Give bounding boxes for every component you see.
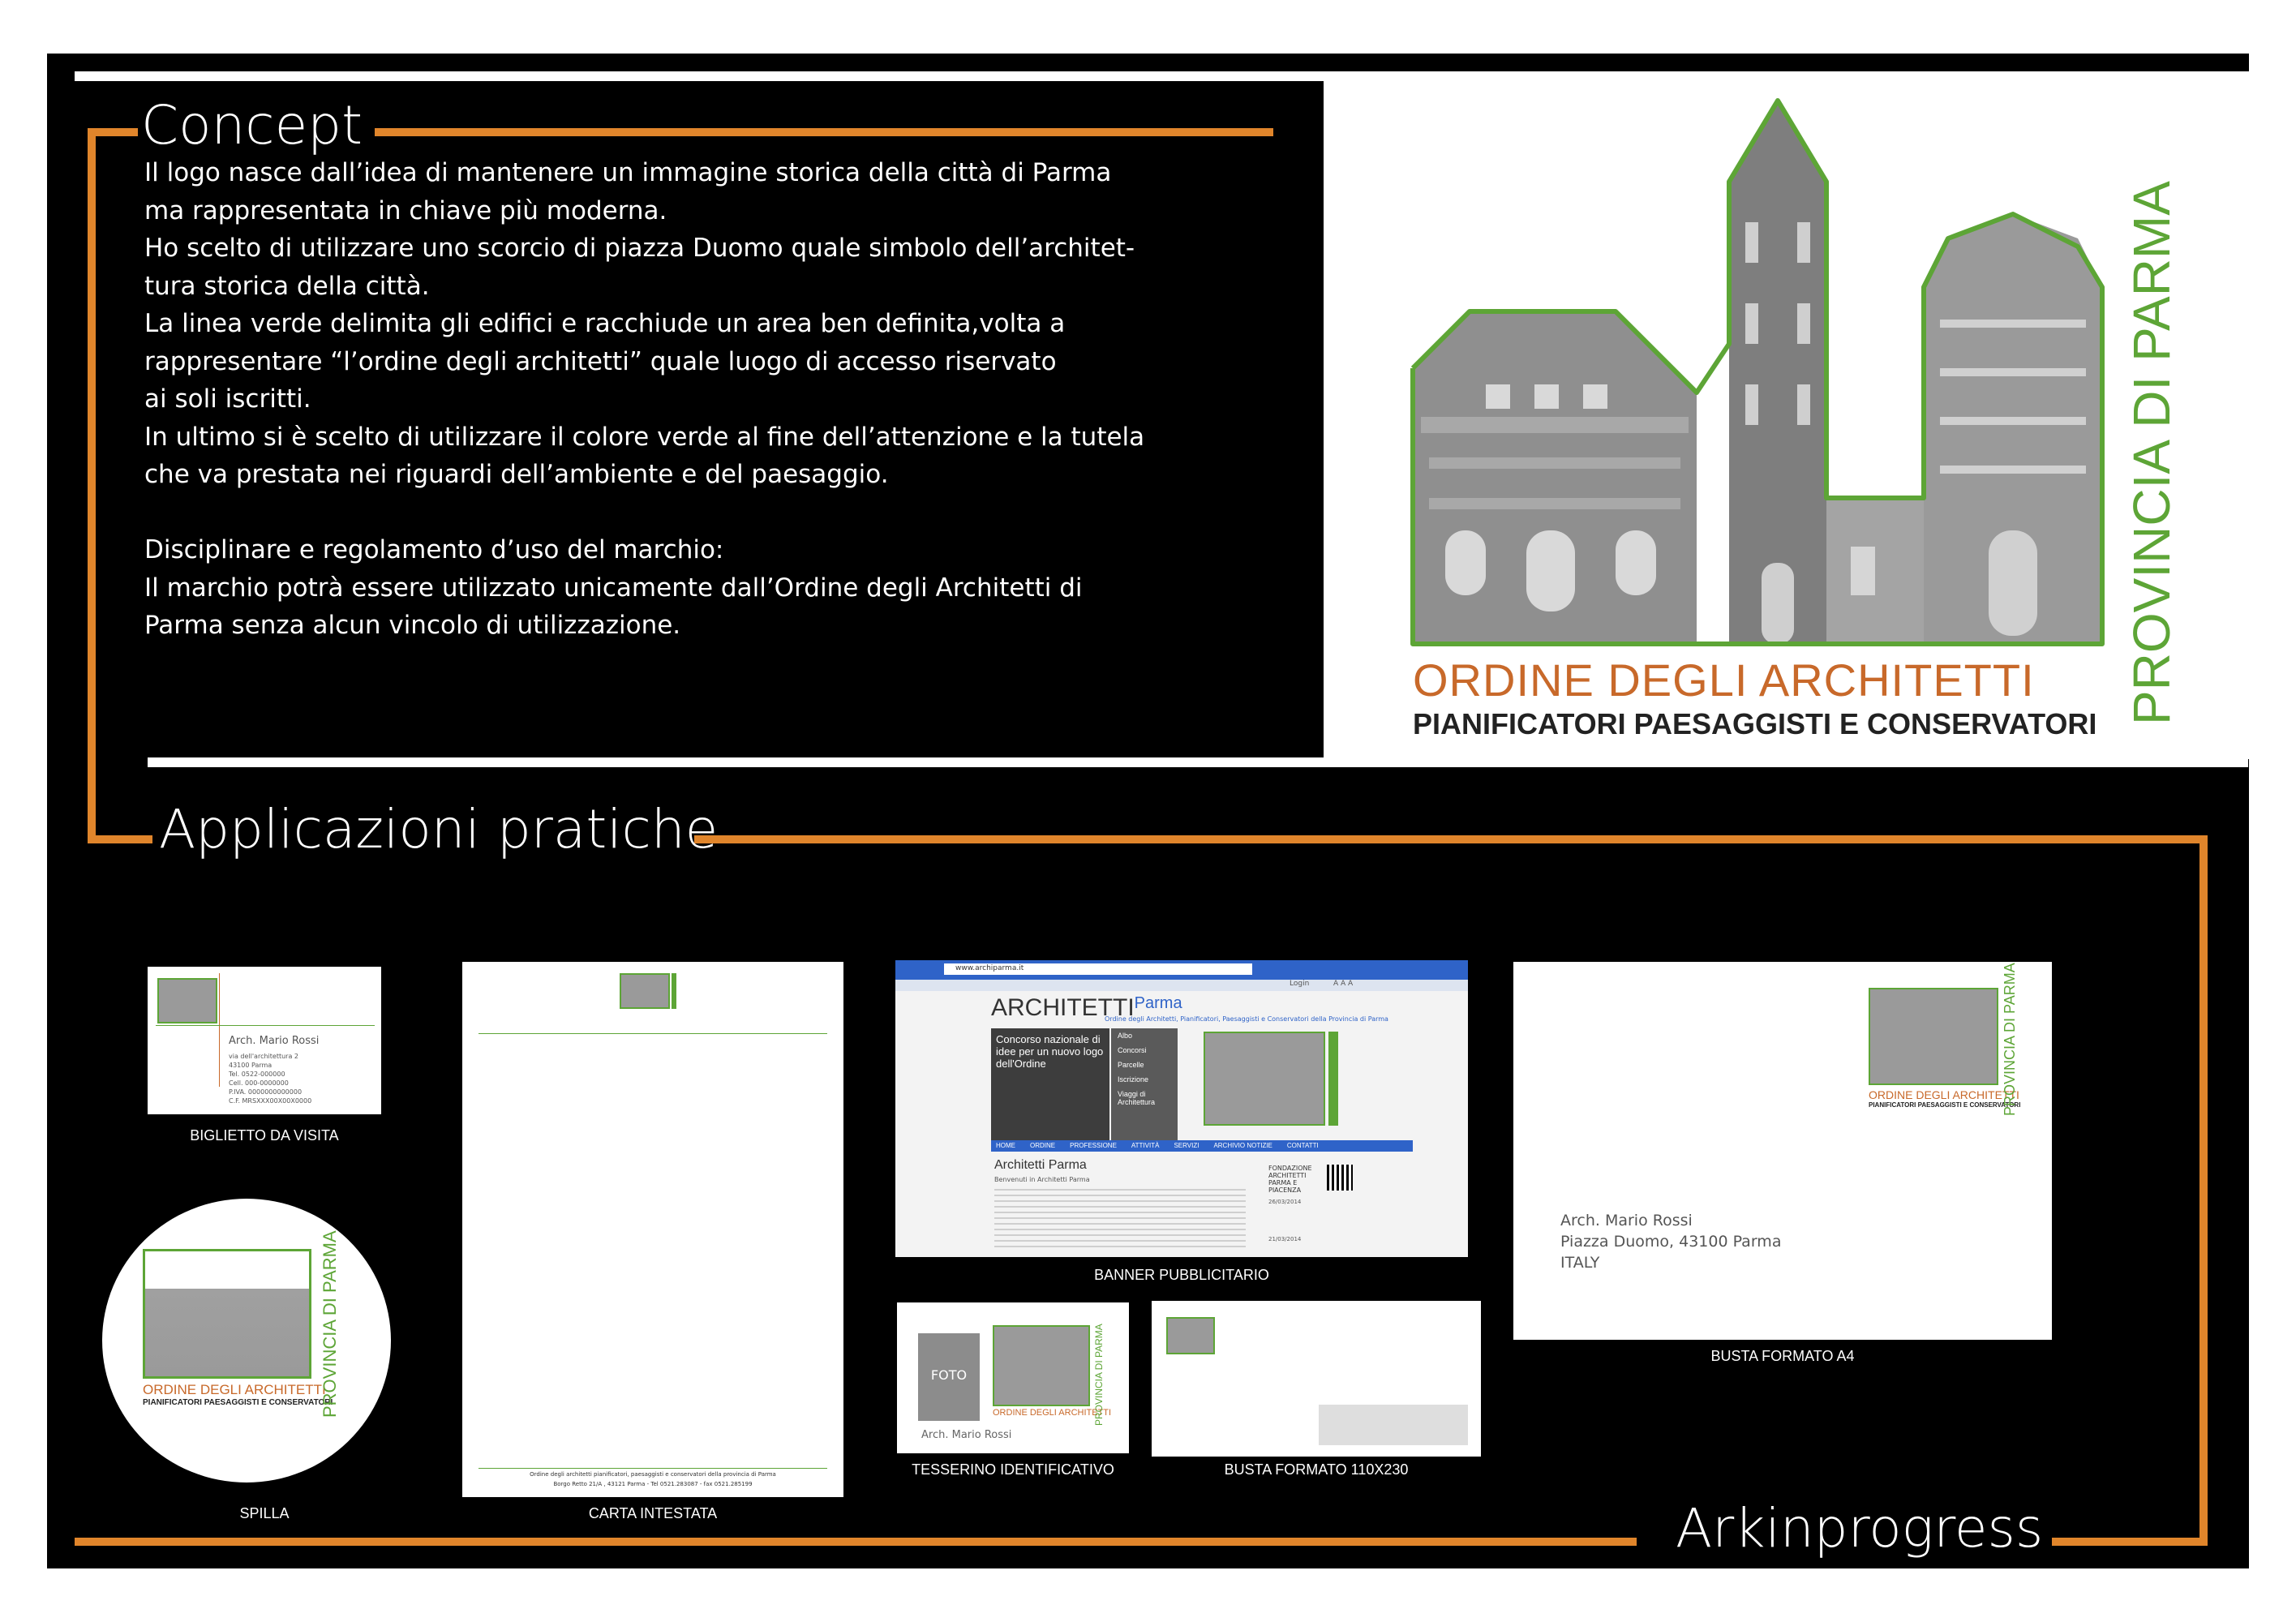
logo-province: PROVINCIA DI PARMA bbox=[2122, 181, 2181, 726]
business-card-line: P.IVA. 0000000000000 bbox=[229, 1088, 303, 1096]
business-card-label: BIGLIETTO DA VISITA bbox=[190, 1127, 339, 1144]
concept-line: La linea verde delimita gli edifici e racchiude un area ben definita,volta a bbox=[144, 309, 1066, 338]
logo-org-name: ORDINE DEGLI ARCHITETTI bbox=[1413, 654, 2035, 706]
business-card-line: C.F. MRSXXX00X00X0000 bbox=[229, 1097, 312, 1105]
envelope-a4-address-line: Arch. Mario Rossi bbox=[1560, 1212, 1693, 1229]
main-logo-panel bbox=[1324, 76, 2249, 759]
concept-line: In ultimo si è scelto di utilizzare il colore verde al fine dell’attenzione e la tutela bbox=[144, 422, 1145, 452]
business-card-logo-mark bbox=[157, 978, 217, 1023]
letterhead-label: CARTA INTESTATA bbox=[588, 1505, 718, 1521]
content-heading: Architetti Parma bbox=[994, 1158, 1087, 1172]
news-date: 26/03/2014 bbox=[1268, 1199, 1302, 1205]
bottom-rule-right bbox=[2052, 1538, 2208, 1546]
promo-title: Concorso nazionale di idee per un nuovo logo dell'Ordine bbox=[996, 1033, 1104, 1070]
letterhead-bottom-rule bbox=[479, 1468, 827, 1469]
concept-line: rappresentare “l’ordine degli architetti” quale luogo di accesso riservato bbox=[144, 346, 1057, 376]
nav-item[interactable]: CONTATTI bbox=[1286, 1142, 1319, 1149]
top-rule-left bbox=[75, 71, 1324, 81]
qr-code bbox=[1327, 1165, 1353, 1191]
applications-title: Applicazioni pratiche bbox=[159, 798, 719, 860]
envelope-a4-address-line: ITALY bbox=[1560, 1254, 1600, 1272]
nav-item[interactable]: HOME bbox=[996, 1142, 1015, 1149]
nav-item[interactable]: PROFESSIONE bbox=[1070, 1142, 1117, 1149]
letterhead-logo-mark bbox=[620, 973, 670, 1009]
nav-item[interactable]: ATTIVITÀ bbox=[1131, 1142, 1160, 1149]
content-welcome: Benvenuti in Architetti Parma bbox=[994, 1176, 1090, 1183]
letterhead-logo-province bbox=[672, 973, 676, 1009]
foundation-title: FONDAZIONE ARCHITETTI PARMA E PIACENZA bbox=[1268, 1165, 1312, 1194]
business-card-line: Cell. 000-0000000 bbox=[229, 1079, 289, 1087]
side-menu-item[interactable]: Parcelle bbox=[1118, 1061, 1144, 1069]
badge-province: PROVINCIA DI PARMA bbox=[1093, 1324, 1105, 1426]
left-bracket-bottom bbox=[88, 835, 152, 843]
concept-text bbox=[144, 154, 1304, 645]
font-size-controls: A A A bbox=[1333, 980, 1354, 988]
concept-title: Concept bbox=[141, 94, 363, 157]
envelope-a4-subtitle: PIANIFICATORI PAESAGGISTI E CONSERVATORI bbox=[1869, 1101, 2021, 1109]
letterhead-top-rule bbox=[479, 1033, 827, 1034]
envelope-a4-label: BUSTA FORMATO A4 bbox=[1710, 1348, 1855, 1364]
id-badge-label: TESSERINO IDENTIFICATIVO bbox=[912, 1461, 1114, 1478]
badge-photo bbox=[918, 1333, 980, 1421]
business-card-divider bbox=[219, 973, 220, 1087]
envelope-small bbox=[1152, 1301, 1481, 1457]
side-menu-item[interactable]: Iscrizione bbox=[1118, 1075, 1149, 1083]
site-title-accent: Parma bbox=[1134, 994, 1182, 1012]
envelope-small-logo-mark bbox=[1166, 1317, 1215, 1354]
business-card-line: via dell'architettura 2 bbox=[229, 1053, 298, 1060]
concept-line: ai soli iscritti. bbox=[144, 384, 311, 414]
brand-name: Arkinprogress bbox=[1676, 1497, 2044, 1560]
pin-province: PROVINCIA DI PARMA bbox=[320, 1230, 340, 1418]
business-card-line: Tel. 0522-000000 bbox=[229, 1071, 285, 1078]
login-link: Login bbox=[1290, 980, 1310, 988]
concept-line: Ho scelto di utilizzare uno scorcio di piazza Duomo quale simbolo dell’architet- bbox=[144, 234, 1135, 263]
site-title: ARCHITETTI bbox=[991, 994, 1135, 1021]
badge-photo-label: FOTO bbox=[930, 1367, 968, 1383]
business-card-name: Arch. Mario Rossi bbox=[229, 1035, 320, 1047]
envelope-a4-province: PROVINCIA DI PARMA bbox=[2002, 963, 2018, 1116]
banner-label: BANNER PUBBLICITARIO bbox=[1094, 1267, 1269, 1283]
nav-item[interactable]: SERVIZI bbox=[1174, 1142, 1199, 1149]
browser-toolbar bbox=[895, 980, 1468, 991]
concept-line: Il logo nasce dall’idea di mantenere un immagine storica della città di Parma bbox=[144, 158, 1112, 187]
side-menu-item[interactable]: Viaggi di Architettura bbox=[1118, 1090, 1156, 1106]
badge-logo-mark bbox=[993, 1325, 1090, 1406]
side-menu bbox=[1111, 1028, 1178, 1140]
banner-logo-province bbox=[1328, 1032, 1338, 1126]
right-bracket-vertical bbox=[2199, 835, 2208, 1546]
business-card-rule bbox=[156, 1025, 375, 1026]
content-body-placeholder bbox=[994, 1189, 1246, 1251]
pin-org-name: ORDINE DEGLI ARCHITETTI bbox=[143, 1382, 326, 1397]
concept-line: che va prestata nei riguardi dell’ambiente e del paesaggio. bbox=[144, 460, 889, 489]
id-badge bbox=[897, 1302, 1129, 1453]
envelope-small-window bbox=[1319, 1405, 1468, 1445]
concept-line: tura storica della città. bbox=[144, 271, 430, 301]
envelope-a4 bbox=[1513, 962, 2052, 1340]
letterhead bbox=[462, 962, 843, 1497]
concept-line: Disciplinare e regolamento d’uso del marchio: bbox=[144, 535, 724, 564]
left-bracket-vertical bbox=[88, 128, 96, 842]
browser-url: www.archiparma.it bbox=[955, 964, 1024, 972]
browser-addressbar bbox=[944, 963, 1252, 975]
letterhead-footer: Ordine degli architetti pianificatori, paesaggisti e conservatori della provincia di Parma bbox=[530, 1471, 776, 1478]
letterhead-footer: Borgo Retto 21/A , 43121 Parma - Tel 0521.283087 - fax 0521.285199 bbox=[553, 1481, 753, 1487]
web-banner bbox=[895, 960, 1468, 1257]
business-card-line: 43100 Parma bbox=[229, 1062, 273, 1069]
pin-subtitle: PIANIFICATORI PAESAGGISTI E CONSERVATORI bbox=[143, 1398, 333, 1407]
nav-item[interactable]: ORDINE bbox=[1030, 1142, 1056, 1149]
concept-line: Parma senza alcun vincolo di utilizzazione. bbox=[144, 611, 681, 640]
side-menu-item[interactable]: Albo bbox=[1118, 1032, 1133, 1040]
logo-subtitle: PIANIFICATORI PAESAGGISTI E CONSERVATORI bbox=[1413, 707, 2097, 740]
site-tagline: Ordine degli Architetti, Pianificatori, Paesaggisti e Conservatori della Provincia di Parma bbox=[1105, 1015, 1388, 1023]
bottom-rule bbox=[75, 1538, 1637, 1546]
news-date: 21/03/2014 bbox=[1268, 1236, 1302, 1242]
pin-logo-mark bbox=[143, 1249, 311, 1379]
pin-label: SPILLA bbox=[239, 1505, 290, 1521]
banner-logo-mark bbox=[1204, 1032, 1325, 1126]
concept-rule bbox=[375, 128, 1273, 136]
badge-name: Arch. Mario Rossi bbox=[921, 1429, 1012, 1441]
concept-line: ma rappresentata in chiave più moderna. bbox=[144, 195, 667, 225]
envelope-a4-logo-mark bbox=[1869, 988, 1998, 1085]
business-card bbox=[148, 967, 381, 1114]
concept-line bbox=[144, 494, 1304, 532]
envelope-a4-org-name: ORDINE DEGLI ARCHITETTI bbox=[1869, 1088, 2019, 1101]
side-menu-item[interactable]: Concorsi bbox=[1118, 1046, 1147, 1054]
nav-item[interactable]: ARCHIVIO NOTIZIE bbox=[1213, 1142, 1272, 1149]
badge-org-name: ORDINE DEGLI ARCHITETTI bbox=[993, 1408, 1112, 1418]
envelope-small-label: BUSTA FORMATO 110X230 bbox=[1224, 1461, 1409, 1478]
pin-badge bbox=[102, 1199, 391, 1483]
apps-rule bbox=[694, 835, 2208, 843]
promo-box bbox=[991, 1028, 1109, 1140]
site-nav bbox=[991, 1140, 1413, 1152]
concept-line: Il marchio potrà essere utilizzato unicamente dall’Ordine degli Architetti di bbox=[144, 573, 1083, 603]
envelope-a4-address-line: Piazza Duomo, 43100 Parma bbox=[1560, 1233, 1782, 1251]
